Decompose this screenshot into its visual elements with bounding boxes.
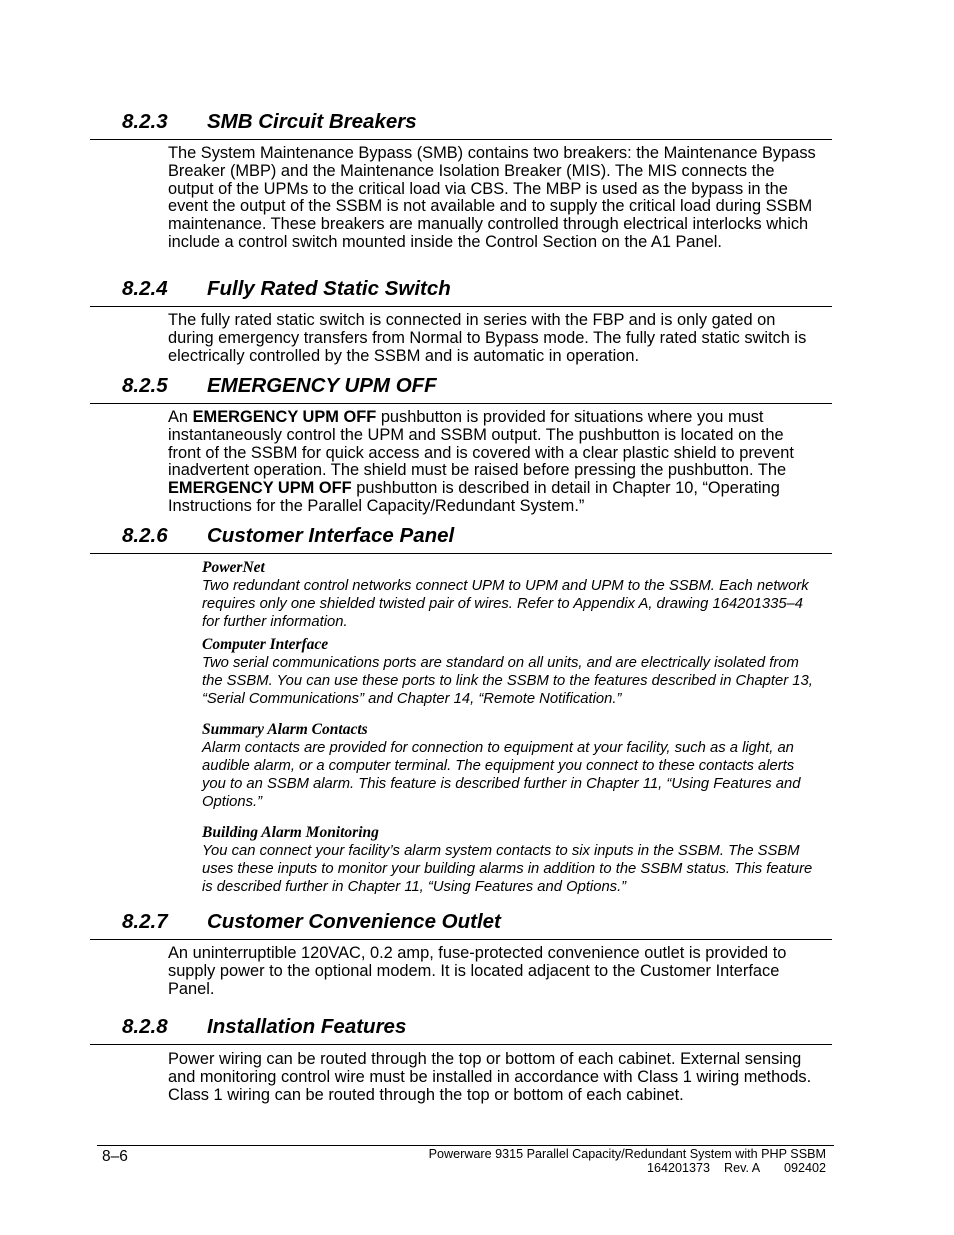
section-title: Installation Features: [207, 1015, 407, 1038]
footer-doc-info: [429, 1147, 826, 1175]
subsection-summary-alarm-contacts: [202, 721, 822, 811]
section-heading-8-2-6: [122, 524, 454, 548]
section-body: Power wiring can be routed through the top or bottom of each cabinet. External sensing and monitoring control wire must be installed in accordance with Class 1 wiring methods. Class 1 wiring can be routed through the top or bottom of each cabinet.: [168, 1050, 812, 1104]
section-number: 8.2.5: [122, 374, 168, 397]
section-rule: [90, 553, 832, 554]
section-heading-8-2-3: [122, 110, 417, 134]
section-rule: [90, 139, 832, 140]
section-number: 8.2.8: [122, 1015, 168, 1038]
subsection-computer-interface: [202, 636, 822, 708]
subsection-text: Alarm contacts are provided for connection to equipment at your facility, such as a light, an audible alarm, or a computer terminal. The equipment you connect to these contacts alerts you to an SSBM alarm. This feature is described further in Chapter 11, “Using Features and Options.”: [202, 740, 801, 810]
section-body: The fully rated static switch is connected in series with the FBP and is only gated on during emergency transfers from Normal to Bypass mode. The fully rated static switch is electrically controlled by the SSBM and is automatic in operation.: [168, 311, 807, 365]
body-text: pushbutton is provided for situations where you must instantaneously control the UPM and SSBM output. The pushbutton is located on the front of the SSBM for quick access and is covered with a clear plastic shield to prevent inadvertent operation. The shield must be raised before pressing the pushbutton. The: [168, 408, 794, 480]
section-heading-8-2-7: [122, 910, 501, 934]
section-rule: [90, 939, 832, 940]
body-text: pushbutton is described in detail in Chapter 10, “Operating Instructions for the Parallel Capacity/Redundant System.”: [168, 479, 780, 515]
page-number: 8–6: [102, 1148, 128, 1165]
section-body: The System Maintenance Bypass (SMB) contains two breakers: the Maintenance Bypass Breaker (MBP) and the Maintenance Isolation Breaker (MIS). The MIS connects the output of the UPMs to the critical load via CBS. The MBP is used as the bypass in the event the output of the SSBM is not available and to supply the critical load during SSBM maintenance. These breakers are manually controlled through electrical interlocks which include a control switch mounted inside the Control Section on the A1 Panel.: [168, 144, 816, 251]
subsection-title: Computer Interface: [202, 636, 329, 653]
body-text: An: [168, 408, 193, 426]
section-number: 8.2.3: [122, 110, 168, 133]
section-body: [168, 409, 818, 516]
footer-doc-title: Powerware 9315 Parallel Capacity/Redundant System with PHP SSBM: [428, 1147, 826, 1161]
emergency-upm-off-label: EMERGENCY UPM OFF: [168, 479, 352, 498]
section-body: An uninterruptible 120VAC, 0.2 amp, fuse-protected convenience outlet is provided to supply power to the optional modem. It is located adjacent to the Customer Interface Panel.: [168, 944, 787, 998]
section-rule: [90, 1044, 832, 1045]
section-title: EMERGENCY UPM OFF: [207, 374, 437, 397]
section-title: Customer Convenience Outlet: [207, 910, 501, 933]
subsection-title: Summary Alarm Contacts: [202, 721, 368, 738]
subsection-title: PowerNet: [202, 559, 265, 576]
section-number: 8.2.4: [122, 277, 168, 300]
subsection-title: Building Alarm Monitoring: [202, 824, 379, 841]
section-number: 8.2.7: [122, 910, 168, 933]
subsection-text: You can connect your facility’s alarm system contacts to six inputs in the SSBM. The SSBM uses these inputs to monitor your building alarms in addition to the SSBM status. This feature is described further in Chapter 11, “Using Features and Options.”: [202, 843, 813, 895]
section-heading-8-2-5: [122, 374, 437, 398]
subsection-powernet: [202, 559, 822, 631]
section-rule: [90, 306, 832, 307]
subsection-text: Two serial communications ports are standard on all units, and are electrically isolated from the SSBM. You can use these ports to link the SSBM to the features described in Chapter 13, “Serial Communications” and Chapter 14, “Remote Notification.”: [202, 655, 813, 707]
subsection-text: Two redundant control networks connect UPM to UPM and UPM to the SSBM. Each network requires only one shielded twisted pair of wires. Refer to Appendix A, drawing 164201335–4 for further information.: [202, 578, 809, 630]
section-heading-8-2-4: [122, 277, 451, 301]
emergency-upm-off-label: EMERGENCY UPM OFF: [192, 408, 377, 426]
footer-rule: [97, 1145, 834, 1146]
section-heading-8-2-8: [122, 1015, 406, 1039]
section-title: SMB Circuit Breakers: [207, 110, 417, 133]
section-rule: [90, 403, 832, 404]
subsection-building-alarm-monitoring: [202, 824, 822, 896]
section-title: Customer Interface Panel: [207, 524, 455, 547]
footer-doc-number: 164201373 Rev. A 092402: [646, 1161, 826, 1175]
section-title: Fully Rated Static Switch: [207, 277, 451, 300]
section-number: 8.2.6: [122, 524, 168, 547]
